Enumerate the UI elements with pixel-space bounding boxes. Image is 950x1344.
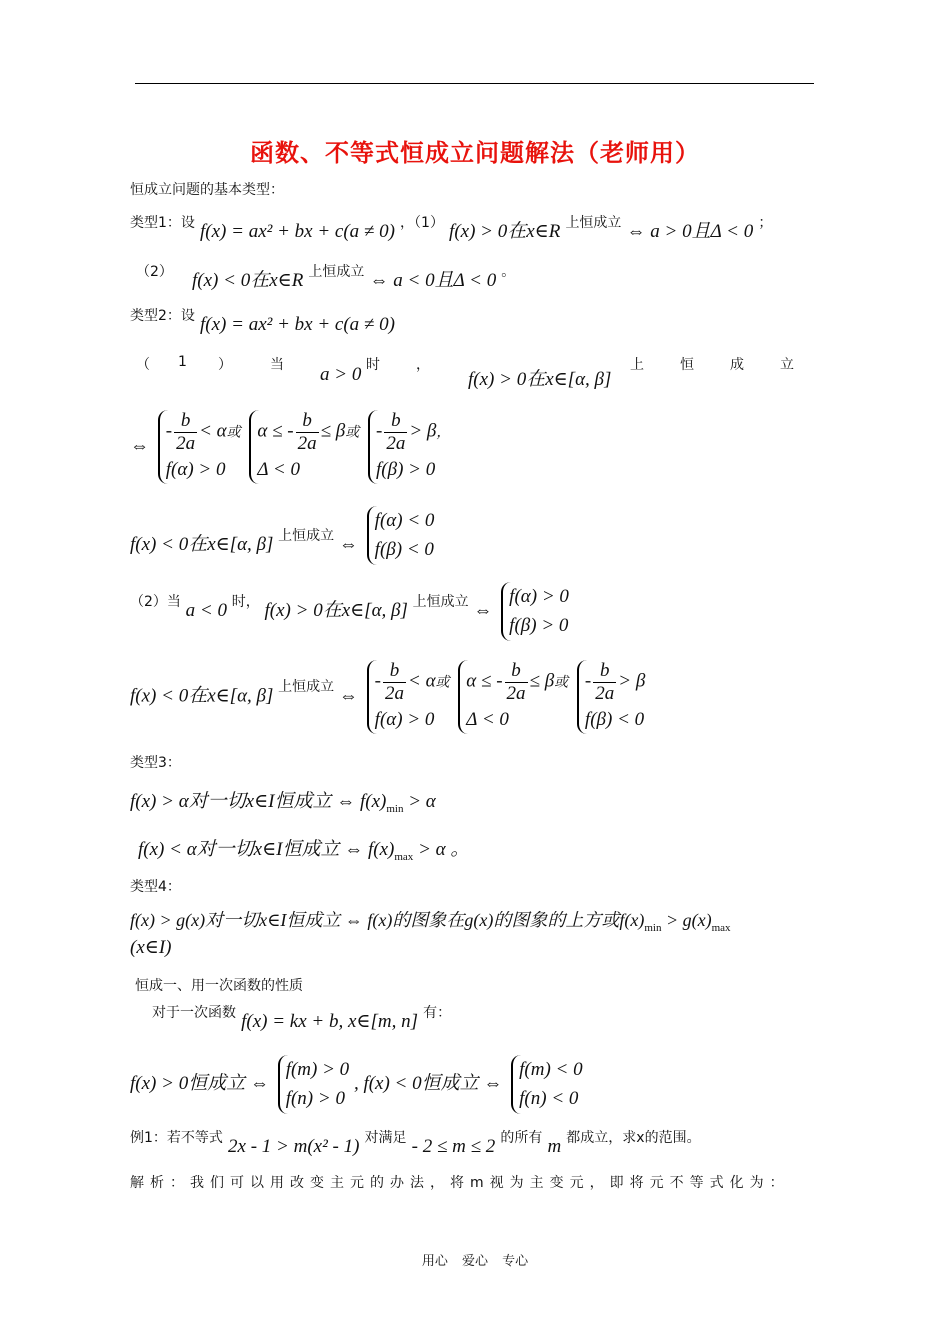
type1-period: 。 [501,264,516,280]
type2-case1-paren-open: （ [136,357,150,373]
type1-case1-result: ⇔ a > 0且Δ < 0 [626,221,754,242]
type2-case1-system [130,410,450,484]
type2-on-char-1: 上 [630,357,644,373]
type2-definition: f(x) = ax² + bx + c(a ≠ 0) [200,314,395,335]
type1-definition: f(x) = ax² + bx + c(a ≠ 0) [200,221,395,242]
type2-on-char-4: 立 [780,357,794,373]
type3-line2: f(x) < α对一切x∈I恒成立 ⇔ $f(x)_{max} > \alpha$ 。 [138,839,470,863]
type2-case2-lt-system: f(x) < 0在x∈[α, β] $^{上恒成立}$ ⇔ - $\frac{b}{2a}$ < α或 f(α) > 0 α ≤ - $\frac{b}{2a}$ ≤ β或 Δ < 0 - $\frac{b}{2a}$ > β f(β) < 0 [130,660,645,734]
or-text-2: 或 [345,424,360,441]
intro-text: 恒成立问题的基本类型： [130,182,284,198]
brace-group-1: - $\frac{b}{2a}$ < α或 f(α) > 0 [158,410,241,484]
section1-intro: 对于一次函数 f(x) = kx + b, x∈[m, n] 有： [152,1005,452,1032]
analysis-text: 解析：我们可以用改变主元的办法，将m视为主变元，即将元不等式化为： [130,1175,790,1191]
example1-line: 例1：若不等式 2x - 1 > m(x² - 1) 对满足 - 2 ≤ m ≤ 2 的所有 m 都成立，求x的范围。 [130,1130,701,1157]
type2-line1 [130,304,395,335]
brace-case2-1: - $\frac{b}{2a}$ < α或 f(α) > 0 [367,660,450,734]
type2-case1-lt: f(x) < 0在x∈[α, β] 上恒成立 ⇔ f(α) < 0 f(β) < 0 [130,506,434,565]
type3-line1: f(x) > α对一切x∈I恒成立 ⇔ $f(x)_{min} > \alpha$ [130,791,436,815]
brace-group-2: α ≤ - $\frac{b}{2a}$ ≤ β或 Δ < 0 [249,410,359,484]
type2-case1-number: 1 [178,354,187,370]
header-rule [135,83,814,84]
cond-f-beta: f(β) > 0 [376,458,436,480]
type1-case2-label: （2） [136,264,173,280]
type4-line1: f(x) > g(x)对一切x∈I恒成立 ⇔ f(x)的图象在g(x)的图象的上方或$f(x)_{min} > g(x)_{max}$ [130,910,731,934]
type1-line2 [136,255,516,291]
example1-range: - 2 ≤ m ≤ 2 [411,1136,496,1157]
brace-linear-lt: f(m) < 0 f(n) < 0 [511,1055,582,1114]
type1-case1-on: 上恒成立 [565,215,622,231]
type2-case2-gt: $^{(2)当}$ a < 0 $^{时,}$ f(x) > 0在x∈[α, β] $^{上恒成立}$ ⇔ f(α) > 0 f(β) > 0 [130,582,569,641]
type2-case1-condition: a > 0 [320,364,362,385]
page-footer: 用心 爱心 专心 [421,1254,529,1269]
brace-lt-case1: f(α) < 0 f(β) < 0 [367,506,435,565]
brace-case2-2: α ≤ - $\frac{b}{2a}$ ≤ β或 Δ < 0 [458,660,568,734]
brace-group-3: - $\frac{b}{2a}$ > β， f(β) > 0 [368,410,450,484]
type1-case2-on: 上恒成立 [308,264,365,280]
type2-label: 类型2：设 [130,308,195,324]
type2-case1-paren-close: ） [218,357,232,373]
type1-label: 类型1：设 [130,215,195,231]
type2-on-char-3: 成 [730,357,744,373]
cond-delta: Δ < 0 [257,458,301,480]
page-title: 函数、不等式恒成立问题解法（老师用） [250,139,700,167]
cond-f-alpha: f(α) > 0 [165,458,226,480]
type1-semicolon: ； [758,215,773,231]
case2-condition: a < 0 [185,599,227,621]
section1-conditions: f(x) > 0恒成立 ⇔ f(m) > 0 f(n) > 0 , f(x) < 0恒成立 ⇔ f(m) < 0 f(n) < 0 [130,1055,583,1114]
linear-function: f(x) = kx + b, x∈[m, n] [241,1011,418,1032]
type1-case1-label: ，（1） [400,215,444,231]
type3-label: 类型3： [130,755,181,771]
lt-on-text: 上恒成立 [278,527,335,544]
iff-symbol: ⇔ [130,435,149,457]
type2-case1-comma: ， [416,357,430,373]
type1-line1 [130,206,773,242]
lt-condition: f(x) < 0在x∈[α, β] [130,533,274,555]
type4-line2: (x∈I) [130,937,172,958]
brace-linear-gt: f(m) > 0 f(n) > 0 [278,1055,349,1114]
type1-case2-result: ⇔ a < 0且Δ < 0 [369,270,497,291]
case2-fx-gt: f(x) > 0在x∈[α, β] [264,599,408,621]
type2-case1-fx-gt: f(x) > 0在x∈[α, β] [468,369,612,390]
section1-heading: 恒成一、用一次函数的性质 [135,978,303,994]
type4-label: 类型4： [130,879,181,895]
or-text-1: 或 [226,424,241,441]
type1-case2-condition: f(x) < 0在x∈R [192,270,304,291]
type1-case1-condition: f(x) > 0在x∈R [449,221,561,242]
brace-case2-3: - $\frac{b}{2a}$ > β f(β) < 0 [577,660,645,734]
type2-on-char-2: 恒 [680,357,694,373]
type2-case1-when: 当 [270,357,284,373]
example1-inequality: 2x - 1 > m(x² - 1) [228,1136,360,1157]
case2-label: （2）当 [130,593,181,610]
type2-case1-shi: 时 [366,357,380,373]
brace-case2-gt: f(α) > 0 f(β) > 0 [501,582,569,641]
